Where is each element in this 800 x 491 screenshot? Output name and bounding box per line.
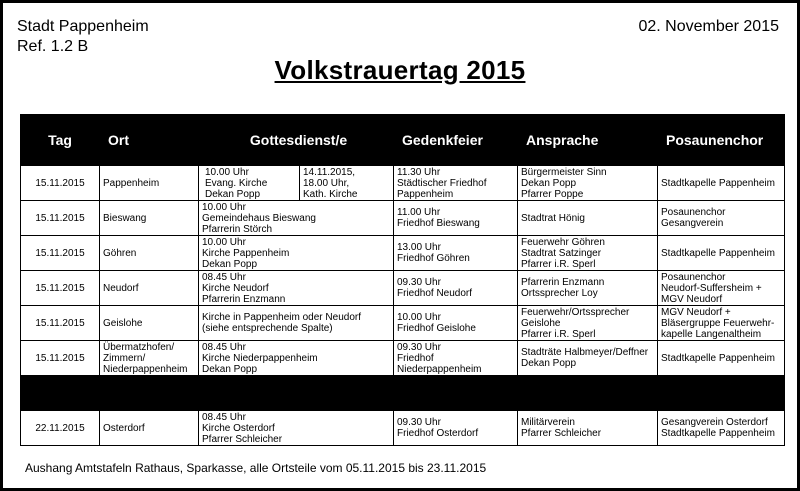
- table-header-row: [21, 115, 785, 166]
- cell-gottesdienst: [199, 236, 394, 271]
- posaunenchor-line: MGV Neudorf +: [661, 306, 731, 318]
- gottesdienst-line: Pfarrerin Enzmann: [202, 293, 286, 305]
- cell-tag: 15.11.2015: [21, 201, 100, 236]
- cell-gottesdienst: [199, 306, 394, 341]
- gedenkfeier-line: 11.30 Uhr: [397, 166, 441, 178]
- cell-tag: 22.11.2015: [21, 411, 100, 446]
- gottesdienst-line: Dekan Popp: [202, 258, 258, 270]
- cell-ort: [100, 306, 199, 341]
- posaunenchor-line: Posaunenchor: [661, 207, 726, 218]
- gottesdienst-line: Pfarrer Schleicher: [202, 433, 283, 445]
- ort-line: Geislohe: [103, 317, 143, 329]
- col-header-ansprache: Ansprache: [518, 115, 658, 166]
- ort-line: Pappenheim: [103, 177, 160, 189]
- gedenkfeier-line: Friedhof Bieswang: [397, 218, 480, 229]
- ansprache-line: Stadtrat Hönig: [521, 212, 585, 224]
- gedenkfeier-line: Friedhof Geislohe: [397, 323, 476, 334]
- cell-ansprache: [518, 271, 658, 306]
- gottesdienst-line: Kirche Neudorf: [202, 282, 269, 294]
- gottesdienst-line: 08.45 Uhr: [202, 271, 246, 283]
- cell-posaunenchor: [658, 271, 785, 306]
- gottesdienst-line: Gemeindehaus Bieswang: [202, 212, 316, 224]
- gottesdienst-line: Evang. Kirche: [205, 177, 268, 189]
- cell-ansprache: [518, 166, 658, 201]
- ansprache-line: Feuerwehr Göhren: [521, 236, 605, 248]
- cell-gedenkfeier: [394, 411, 518, 446]
- cell-ort: [100, 201, 199, 236]
- header-org: Stadt Pappenheim: [17, 18, 149, 35]
- cell-ort: [100, 236, 199, 271]
- posaunenchor-line: Stadtkapelle Pappenheim: [661, 428, 775, 439]
- ansprache-line: Militärverein: [521, 417, 575, 428]
- ansprache-line: Dekan Popp: [521, 177, 577, 189]
- gedenkfeier-line: Friedhof Göhren: [397, 253, 470, 264]
- gottesdienst-line: Kirche Osterdorf: [202, 422, 275, 434]
- page-title: Volkstrauertag 2015: [274, 55, 526, 85]
- table-row: [21, 306, 785, 341]
- cell-ort: [100, 271, 199, 306]
- table-row: [21, 201, 785, 236]
- ansprache-line: Dekan Popp: [521, 358, 577, 369]
- cell-gottesdienst: [199, 271, 394, 306]
- gottesdienst-line: (siehe entsprechende Spalte): [202, 323, 333, 334]
- ort-line: Neudorf: [103, 282, 139, 294]
- posaunenchor-line: Stadtkapelle Pappenheim: [661, 177, 775, 189]
- col-header-gottesdienst: Gottesdienst/e: [199, 115, 394, 166]
- cell-gedenkfeier: [394, 306, 518, 341]
- ansprache-line: Feuerwehr/Ortssprecher: [521, 306, 630, 318]
- gottesdienst-line: 08.45 Uhr: [202, 411, 246, 423]
- cell-ansprache: [518, 236, 658, 271]
- cell-gottesdienst: [199, 201, 394, 236]
- cell-tag: 15.11.2015: [21, 166, 100, 201]
- gottesdienst-line: 10.00 Uhr: [202, 201, 246, 213]
- gedenkfeier-line: 09.30 Uhr: [397, 277, 441, 288]
- posaunenchor-line: Stadtkapelle Pappenheim: [661, 247, 775, 259]
- gottesdienst-line: Kirche Pappenheim: [202, 247, 290, 259]
- posaunenchor-line: Posaunenchor: [661, 271, 726, 283]
- posting-note: Aushang Amtstafeln Rathaus, Sparkasse, alle Ortsteile vom 05.11.2015 bis 23.11.2015: [25, 461, 487, 475]
- posaunenchor-line: Stadtkapelle Pappenheim: [661, 352, 775, 364]
- cell-gedenkfeier: [394, 236, 518, 271]
- cell-gedenkfeier: [394, 341, 518, 376]
- ansprache-line: Geislohe: [521, 317, 561, 329]
- cell-tag: 15.11.2015: [21, 306, 100, 341]
- gedenkfeier-line: 09.30 Uhr: [397, 417, 441, 428]
- gedenkfeier-line: Pappenheim: [397, 188, 454, 200]
- cell-gottesdienst: [199, 341, 394, 376]
- col-header-ort: Ort: [100, 115, 199, 166]
- posaunenchor-line: Gesangverein Osterdorf: [661, 417, 768, 428]
- cell-ansprache: [518, 341, 658, 376]
- section-divider-bar: [21, 376, 785, 411]
- gottesdienst-sub-b: [300, 166, 390, 200]
- header-left: [17, 17, 149, 57]
- cell-tag: 15.11.2015: [21, 271, 100, 306]
- gottesdienst-line: 10.00 Uhr: [205, 166, 249, 178]
- col-header-posaunenchor: Posaunenchor: [658, 115, 785, 166]
- cell-tag: 15.11.2015: [21, 341, 100, 376]
- schedule-table: [20, 114, 785, 446]
- ort-line: Übermatzhofen/: [103, 341, 175, 353]
- gedenkfeier-line: Niederpappenheim: [397, 363, 482, 375]
- ansprache-line: Pfarrerin Enzmann: [521, 277, 605, 288]
- gottesdienst-line: 08.45 Uhr: [202, 341, 246, 353]
- cell-gedenkfeier: [394, 166, 518, 201]
- gedenkfeier-line: Friedhof Neudorf: [397, 288, 473, 299]
- ansprache-line: Stadtrat Satzinger: [521, 247, 602, 259]
- ansprache-line: Stadträte Halbmeyer/Deffner: [521, 347, 649, 358]
- gottesdienst-line: Kath. Kirche: [303, 188, 358, 200]
- cell-ort: [100, 341, 199, 376]
- ort-line: Zimmern/: [103, 352, 146, 364]
- gottesdienst-line: 14.11.2015,: [303, 166, 356, 178]
- cell-ansprache: [518, 201, 658, 236]
- gottesdienst-line: Pfarrerin Störch: [202, 223, 273, 235]
- posaunenchor-line: Bläsergruppe Feuerwehr-: [661, 317, 775, 329]
- col-header-tag: Tag: [21, 115, 100, 166]
- ansprache-line: Ortssprecher Loy: [521, 288, 598, 299]
- cell-posaunenchor: [658, 201, 785, 236]
- posaunenchor-line: Neudorf-Suffersheim +: [661, 282, 762, 294]
- table-row: [21, 236, 785, 271]
- table-row: [21, 411, 785, 446]
- ansprache-line: Pfarrer i.R. Sperl: [521, 258, 596, 270]
- cell-ansprache: [518, 411, 658, 446]
- ansprache-line: Pfarrer Schleicher: [521, 428, 602, 439]
- gottesdienst-sub-a: [202, 166, 300, 200]
- table-row: [21, 166, 785, 201]
- cell-gottesdienst: [199, 411, 394, 446]
- cell-ansprache: [518, 306, 658, 341]
- cell-tag: 15.11.2015: [21, 236, 100, 271]
- gedenkfeier-line: 10.00 Uhr: [397, 312, 441, 323]
- posaunenchor-line: MGV Neudorf: [661, 293, 723, 305]
- ansprache-line: Bürgermeister Sinn: [521, 166, 607, 178]
- gottesdienst-line: Dekan Popp: [205, 188, 261, 200]
- table-row: [21, 271, 785, 306]
- ort-line: Bieswang: [103, 212, 147, 224]
- gottesdienst-line: Dekan Popp: [202, 363, 258, 375]
- ort-line: Osterdorf: [103, 422, 145, 434]
- header-date: 02. November 2015: [638, 18, 779, 35]
- cell-posaunenchor: [658, 236, 785, 271]
- gedenkfeier-line: 11.00 Uhr: [397, 207, 441, 218]
- ansprache-line: Pfarrer Poppe: [521, 188, 584, 200]
- gedenkfeier-line: 09.30 Uhr: [397, 341, 441, 353]
- ort-line: Göhren: [103, 247, 137, 259]
- gedenkfeier-line: 13.00 Uhr: [397, 242, 441, 253]
- gedenkfeier-line: Friedhof: [397, 352, 434, 364]
- header-ref: Ref. 1.2 B: [17, 38, 89, 55]
- posaunenchor-line: Gesangverein: [661, 218, 724, 229]
- ansprache-line: Pfarrer i.R. Sperl: [521, 328, 596, 340]
- cell-posaunenchor: [658, 341, 785, 376]
- section-divider: [21, 376, 785, 411]
- ort-line: Niederpappenheim: [103, 363, 188, 375]
- col-header-gedenkfeier: Gedenkfeier: [394, 115, 518, 166]
- cell-posaunenchor: [658, 411, 785, 446]
- gottesdienst-line: 18.00 Uhr,: [303, 177, 350, 189]
- cell-gedenkfeier: [394, 271, 518, 306]
- posaunenchor-line: kapelle Langenaltheim: [661, 328, 762, 340]
- cell-ort: [100, 166, 199, 201]
- cell-posaunenchor: [658, 306, 785, 341]
- gedenkfeier-line: Städtischer Friedhof: [397, 177, 487, 189]
- table-row: [21, 341, 785, 376]
- cell-posaunenchor: [658, 166, 785, 201]
- gottesdienst-line: 10.00 Uhr: [202, 236, 246, 248]
- cell-ort: [100, 411, 199, 446]
- gedenkfeier-line: Friedhof Osterdorf: [397, 428, 479, 439]
- cell-gottesdienst: [199, 166, 394, 201]
- cell-gedenkfeier: [394, 201, 518, 236]
- gottesdienst-line: Kirche in Pappenheim oder Neudorf: [202, 312, 361, 323]
- gottesdienst-line: Kirche Niederpappenheim: [202, 352, 318, 364]
